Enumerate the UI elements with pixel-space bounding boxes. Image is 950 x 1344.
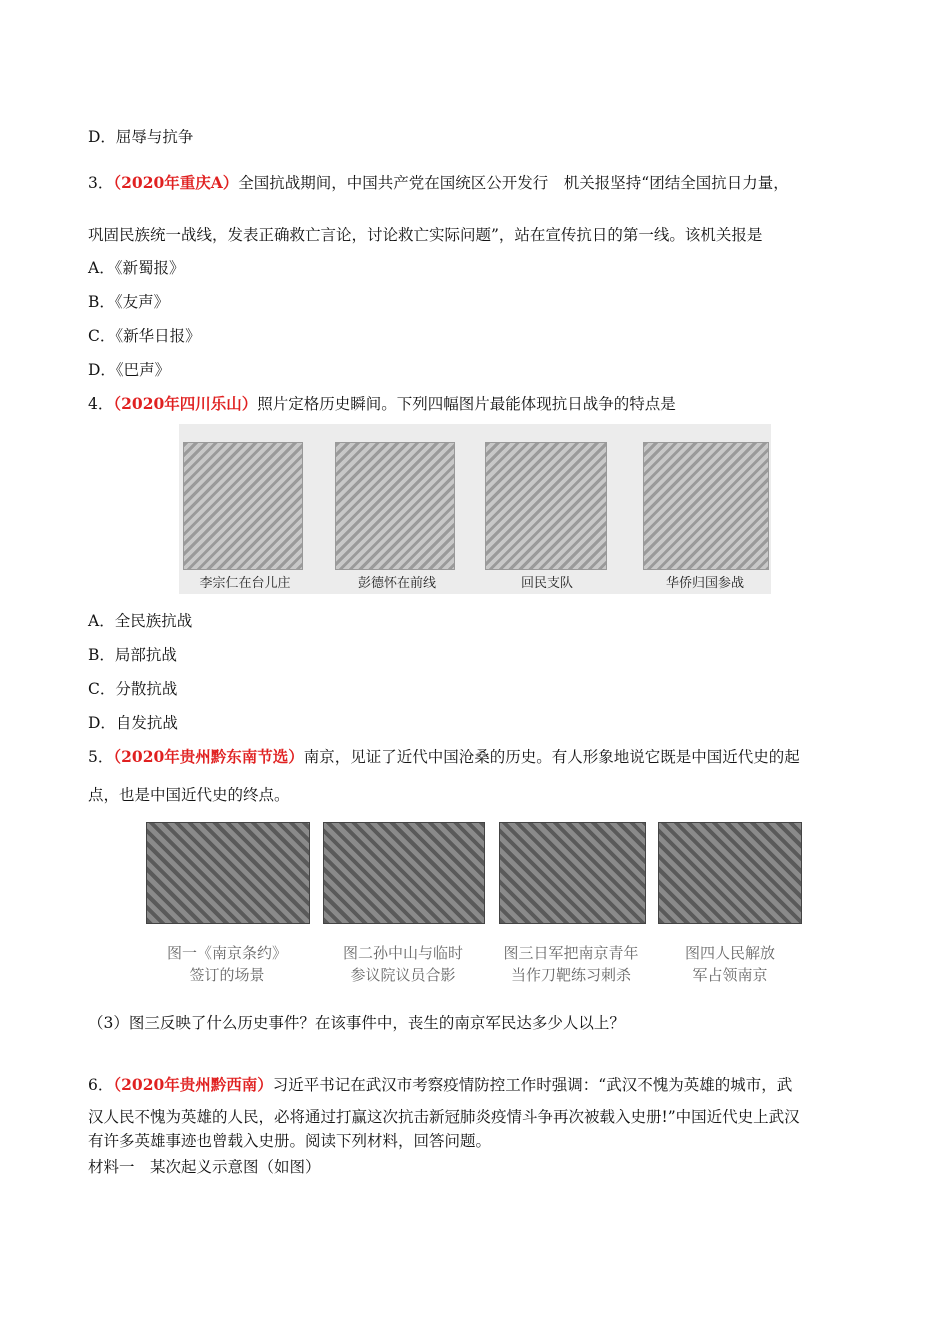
q3-option-d: D．《巴声》 xyxy=(88,361,171,379)
q5-photo-1 xyxy=(146,822,310,924)
q5-sub-question-3: （3）图三反映了什么历史事件？在该事件中，丧生的南京军民达多少人以上？ xyxy=(88,1014,625,1032)
q5-caption-2: 图二孙中山与临时 参议院议员合影 xyxy=(342,944,463,984)
q5-photo-3 xyxy=(499,822,646,924)
q5-stem-line2: 点，也是中国近代史的终点。 xyxy=(88,786,290,804)
q4-photo-strip xyxy=(179,424,771,594)
q4-photo-1 xyxy=(183,442,303,570)
q3-option-c: C．《新华日报》 xyxy=(88,327,201,345)
q4-photo-4 xyxy=(643,442,769,570)
q6-stem-line3: 有许多英雄事迹也曾载入史册。阅读下列材料，回答问题。 xyxy=(88,1132,492,1150)
q5-source: （2020年贵州黔东南节选） xyxy=(113,747,304,766)
q5-photo-4 xyxy=(658,822,802,924)
q6-material-1: 材料一 某次起义示意图（如图） xyxy=(88,1158,321,1176)
q5-caption-4: 图四人民解放 军占领南京 xyxy=(684,944,775,984)
q4-option-d: D．自发抗战 xyxy=(88,714,178,732)
q6-stem-line2: 汉人民不愧为英雄的人民，必将通过打赢这次抗击新冠肺炎疫情斗争再次被载入史册!”中国近代史上武汉 xyxy=(88,1108,800,1126)
q4-photo-3 xyxy=(485,442,607,570)
q4-caption-3: 回民支队 xyxy=(520,576,573,591)
q4-caption-1: 李宗仁在台儿庄 xyxy=(199,576,291,591)
q4-option-c: C．分散抗战 xyxy=(88,680,178,698)
q3-source: （2020年重庆A） xyxy=(113,173,239,192)
q4-caption-2: 彭德怀在前线 xyxy=(357,576,436,591)
q3-option-a: A．《新蜀报》 xyxy=(88,259,185,277)
q4-option-b: B．局部抗战 xyxy=(88,646,177,664)
q4-stem: 4．（2020年四川乐山）照片定格历史瞬间。下列四幅图片最能体现抗日战争的特点是 xyxy=(88,394,676,413)
q5-caption-1: 图一《南京条约》 签订的场景 xyxy=(166,944,287,984)
q3-stem-line2: 巩固民族统一战线，发表正确救亡言论，讨论救亡实际问题”，站在宣传抗日的第一线。该机关报是 xyxy=(88,226,763,244)
q6-source: （2020年贵州黔西南） xyxy=(113,1075,273,1094)
q3-stem-line1: 3．（2020年重庆A）全国抗战期间，中国共产党在国统区公开发行 机关报坚持“团结全国抗日力量， xyxy=(88,173,789,192)
q6-stem-line1: 6．（2020年贵州黔西南）习近平书记在武汉市考察疫情防控工作时强调：“武汉不愧为英雄的城市，武 xyxy=(88,1075,793,1094)
q4-photo-2 xyxy=(335,442,455,570)
q2-option-d: D．屈辱与抗争 xyxy=(88,128,194,146)
q4-caption-4: 华侨归国参战 xyxy=(665,576,744,591)
q3-option-b: B．《友声》 xyxy=(88,293,170,311)
q5-stem-line1: 5．（2020年贵州黔东南节选）南京，见证了近代中国沧桑的历史。有人形象地说它既是中国近代史的起 xyxy=(88,747,800,766)
q4-option-a: A．全民族抗战 xyxy=(88,612,193,630)
q4-source: （2020年四川乐山） xyxy=(113,394,258,413)
q5-caption-3: 图三日军把南京青年 当作刀靶练习刺杀 xyxy=(503,944,639,984)
q5-photo-2 xyxy=(323,822,485,924)
